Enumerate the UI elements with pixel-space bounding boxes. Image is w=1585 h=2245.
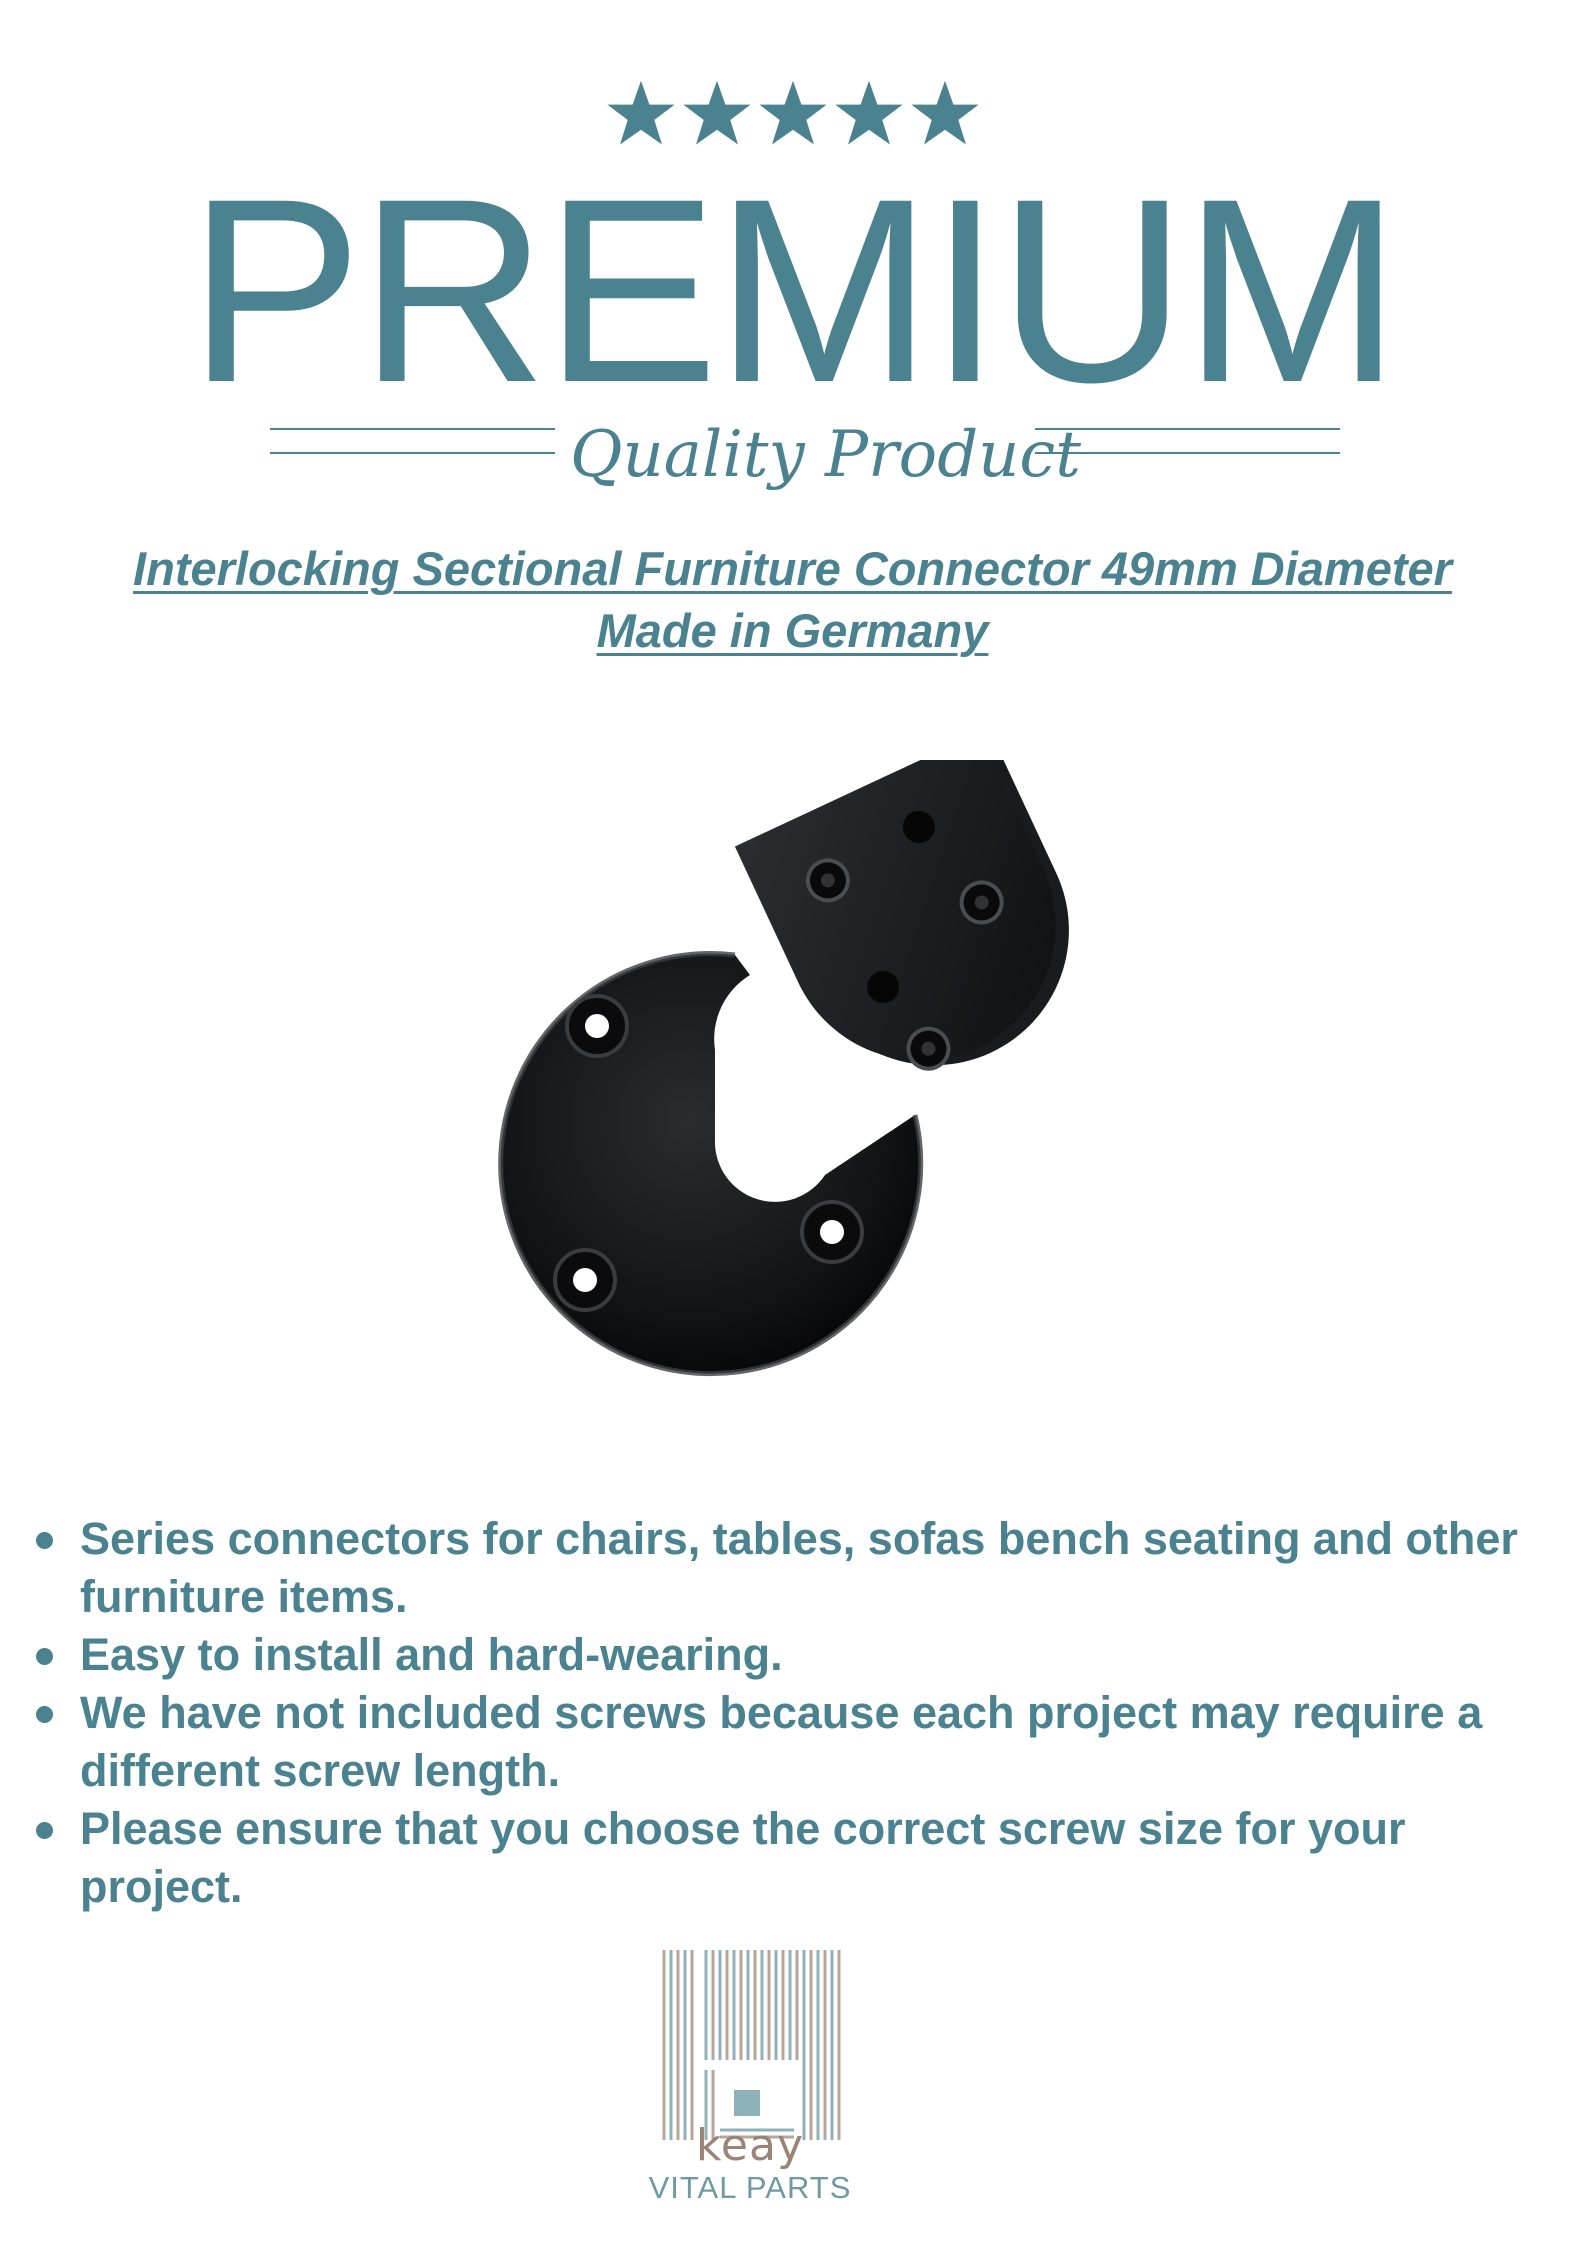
list-item bbox=[30, 1626, 1560, 1684]
brand-name: VITAL PARTS bbox=[648, 2170, 852, 2205]
feature-text: Series connectors for chairs, tables, sofas bench seating and other furniture items. bbox=[80, 1513, 1518, 1622]
star-icon bbox=[910, 78, 980, 148]
divider-line bbox=[1035, 428, 1340, 430]
feature-text: Easy to install and hard-wearing. bbox=[80, 1629, 783, 1680]
star-icon bbox=[758, 78, 828, 148]
star-icon bbox=[606, 78, 676, 148]
quality-banner bbox=[270, 410, 1340, 520]
divider-line bbox=[270, 428, 555, 430]
bullet-icon bbox=[36, 1822, 53, 1839]
list-item bbox=[30, 1684, 1560, 1800]
list-item bbox=[30, 1510, 1560, 1626]
feature-text: We have not included screws because each project may require a different screw length. bbox=[80, 1687, 1483, 1796]
bullet-icon bbox=[36, 1648, 53, 1665]
premium-headline: PREMIUM bbox=[187, 144, 1398, 437]
brand-logo bbox=[630, 1950, 960, 2220]
product-title-line2: Made in Germany bbox=[596, 604, 989, 657]
divider-line bbox=[270, 452, 555, 454]
feature-list bbox=[30, 1510, 1560, 1916]
product-image bbox=[480, 760, 1120, 1410]
product-title-line1: Interlocking Sectional Furniture Connector 49mm Diameter bbox=[133, 542, 1452, 595]
bullet-icon bbox=[36, 1532, 53, 1549]
bullet-icon bbox=[36, 1706, 53, 1723]
feature-text: Please ensure that you choose the correct screw size for your project. bbox=[80, 1803, 1406, 1912]
list-item bbox=[30, 1800, 1560, 1916]
star-icon bbox=[834, 78, 904, 148]
product-title bbox=[0, 538, 1585, 662]
furniture-connector-icon bbox=[480, 760, 1120, 1410]
brand-script: keay bbox=[696, 2120, 804, 2171]
quality-tagline: Quality Product bbox=[570, 418, 1081, 492]
divider-line bbox=[1035, 452, 1340, 454]
star-icon bbox=[682, 78, 752, 148]
